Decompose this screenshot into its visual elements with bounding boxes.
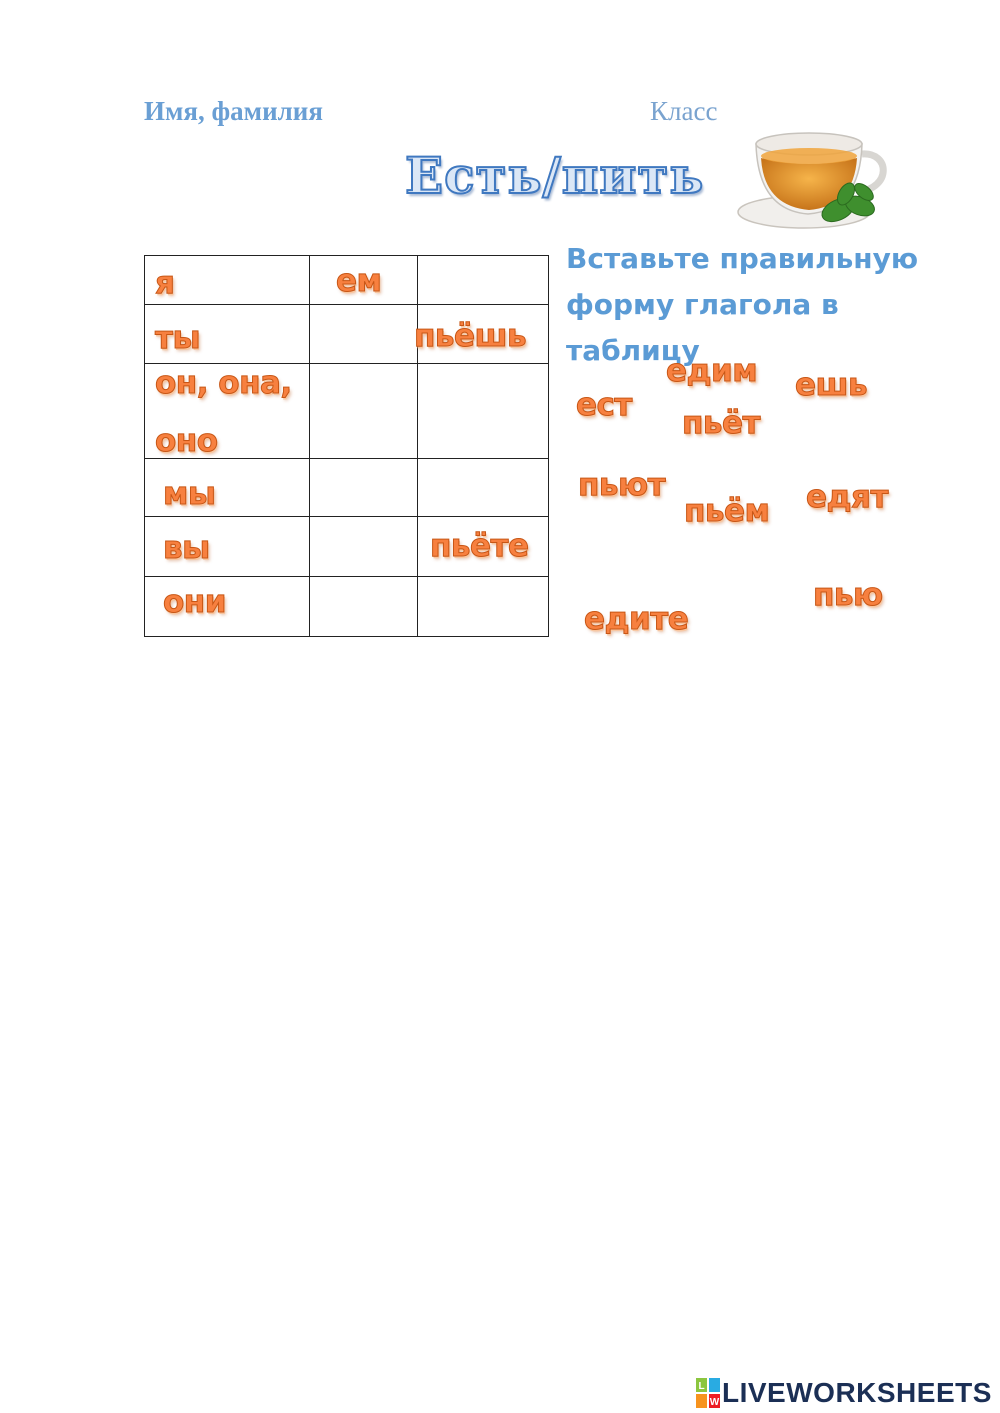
word-bank-item[interactable]: едят xyxy=(806,479,888,515)
eat-cell[interactable] xyxy=(310,577,418,637)
pronoun-label: я xyxy=(155,265,175,301)
eat-cell[interactable] xyxy=(310,364,418,459)
word-bank-item[interactable]: ешь xyxy=(795,367,868,403)
answer-word[interactable]: пьёшь xyxy=(414,318,527,354)
word-bank-item[interactable]: ест xyxy=(576,387,632,423)
eat-cell[interactable] xyxy=(310,517,418,577)
drink-cell[interactable] xyxy=(418,517,549,577)
eat-cell[interactable] xyxy=(310,256,418,305)
logo-letter-l: L xyxy=(698,1381,705,1392)
pronoun-label: они xyxy=(163,584,226,620)
pronoun-cell xyxy=(145,305,310,364)
liveworksheets-logo-icon xyxy=(696,1376,722,1410)
answer-word[interactable]: пьёте xyxy=(430,528,529,564)
instructions-text: Вставьте правильную форму глагола в таблицу xyxy=(566,242,919,367)
pronoun-label-line2: оно xyxy=(155,423,218,459)
class-label: Класс xyxy=(650,96,718,126)
verb-table xyxy=(144,255,549,637)
pronoun-label: вы xyxy=(163,530,210,566)
worksheet-title: Есть/пить xyxy=(405,146,705,205)
word-bank-item[interactable]: пьём xyxy=(684,493,770,529)
pronoun-label: ты xyxy=(155,320,201,356)
drink-cell[interactable] xyxy=(414,305,549,364)
word-bank-item[interactable]: едим xyxy=(666,353,758,389)
pronoun-label: мы xyxy=(163,476,216,512)
tea-cup-with-mint-icon xyxy=(734,126,894,234)
pronoun-cell xyxy=(145,364,310,459)
brand-name: LIVEWORKSHEETS xyxy=(722,1377,992,1408)
word-bank-item[interactable]: пью xyxy=(813,577,883,613)
logo-letter-w: W xyxy=(709,1397,720,1408)
drink-cell[interactable] xyxy=(418,364,549,459)
pronoun-cell xyxy=(145,577,310,637)
name-label: Имя, фамилия xyxy=(144,96,323,126)
eat-cell[interactable] xyxy=(310,459,418,517)
drink-cell[interactable] xyxy=(418,459,549,517)
word-bank-item[interactable]: едите xyxy=(584,601,689,637)
pronoun-label-line1: он, она, xyxy=(155,365,292,401)
drink-cell[interactable] xyxy=(418,256,549,305)
answer-word[interactable]: ем xyxy=(336,263,382,299)
pronoun-cell xyxy=(145,459,310,517)
word-bank-item[interactable]: пьют xyxy=(578,467,666,503)
eat-cell[interactable] xyxy=(310,305,418,364)
pronoun-cell xyxy=(145,256,310,305)
pronoun-cell xyxy=(145,517,310,577)
drink-cell[interactable] xyxy=(418,577,549,637)
word-bank-item[interactable]: пьёт xyxy=(682,405,761,441)
